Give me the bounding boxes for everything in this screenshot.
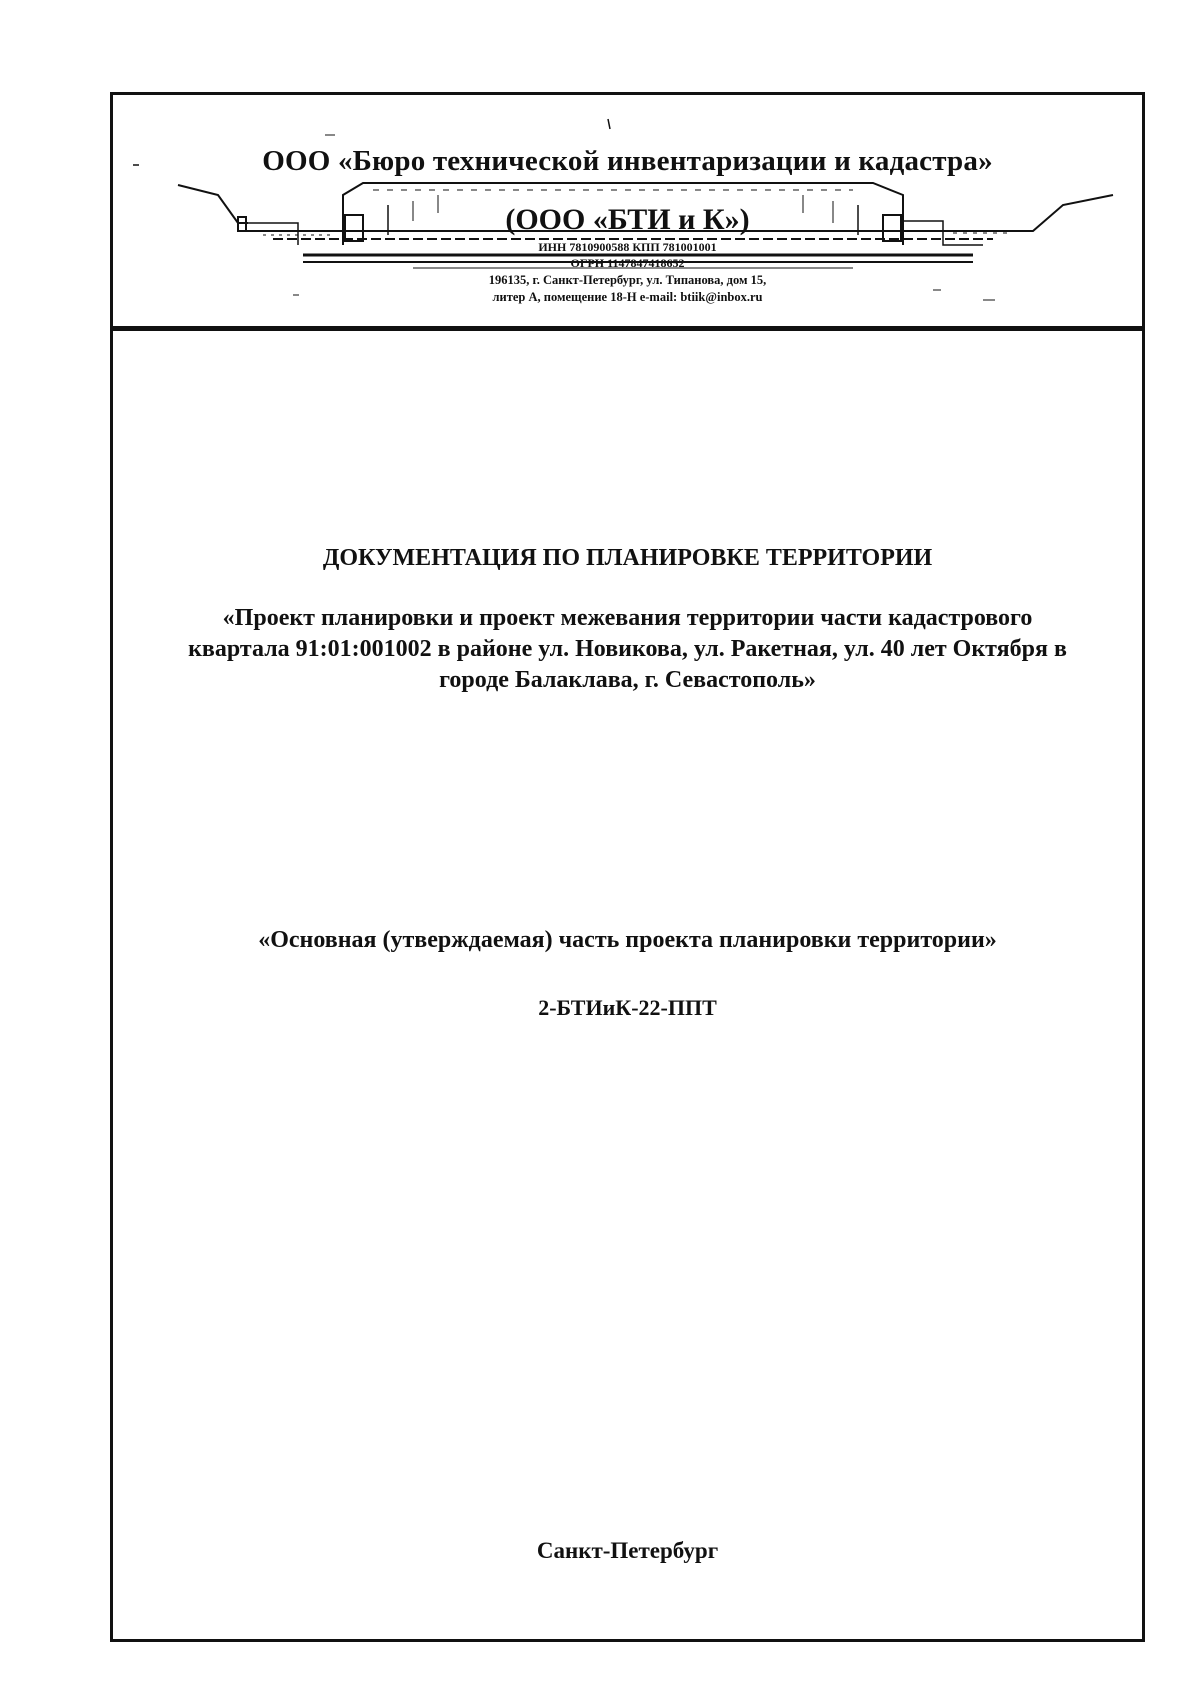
company-inn-kpp: ИНН 7810900588 КПП 781001001 xyxy=(538,240,717,254)
city-name: Санкт-Петербург xyxy=(536,1538,719,1563)
section-title: «Основная (утверждаемая) часть проекта планировки территории» xyxy=(258,927,997,953)
project-title: «Проект планировки и проект межевания территории части кадастрового квартала 91:01:001002 в районе ул. Новикова, ул. Ракетная, ул. 40 лет Октября в городе Балаклава, г. Севастополь» xyxy=(188,605,1067,693)
company-address-line2: литер А, помещение 18-Н e-mail: btiik@inbox.ru xyxy=(492,290,763,304)
company-address-line1: 196135, г. Санкт-Петербург, ул. Типанова, дом 15, xyxy=(488,273,767,287)
company-name: ООО «Бюро технической инвентаризации и кадастра» xyxy=(262,145,993,177)
company-ogrn: ОГРН 1147847418652 xyxy=(570,256,685,270)
company-short-name: (ООО «БТИ и К») xyxy=(505,203,750,236)
document-type-heading: ДОКУМЕНТАЦИЯ ПО ПЛАНИРОВКЕ ТЕРРИТОРИИ xyxy=(322,545,933,571)
letterhead xyxy=(113,95,1142,331)
page-frame xyxy=(110,92,1145,1642)
document-code: 2-БТИиК-22-ППТ xyxy=(538,995,717,1020)
